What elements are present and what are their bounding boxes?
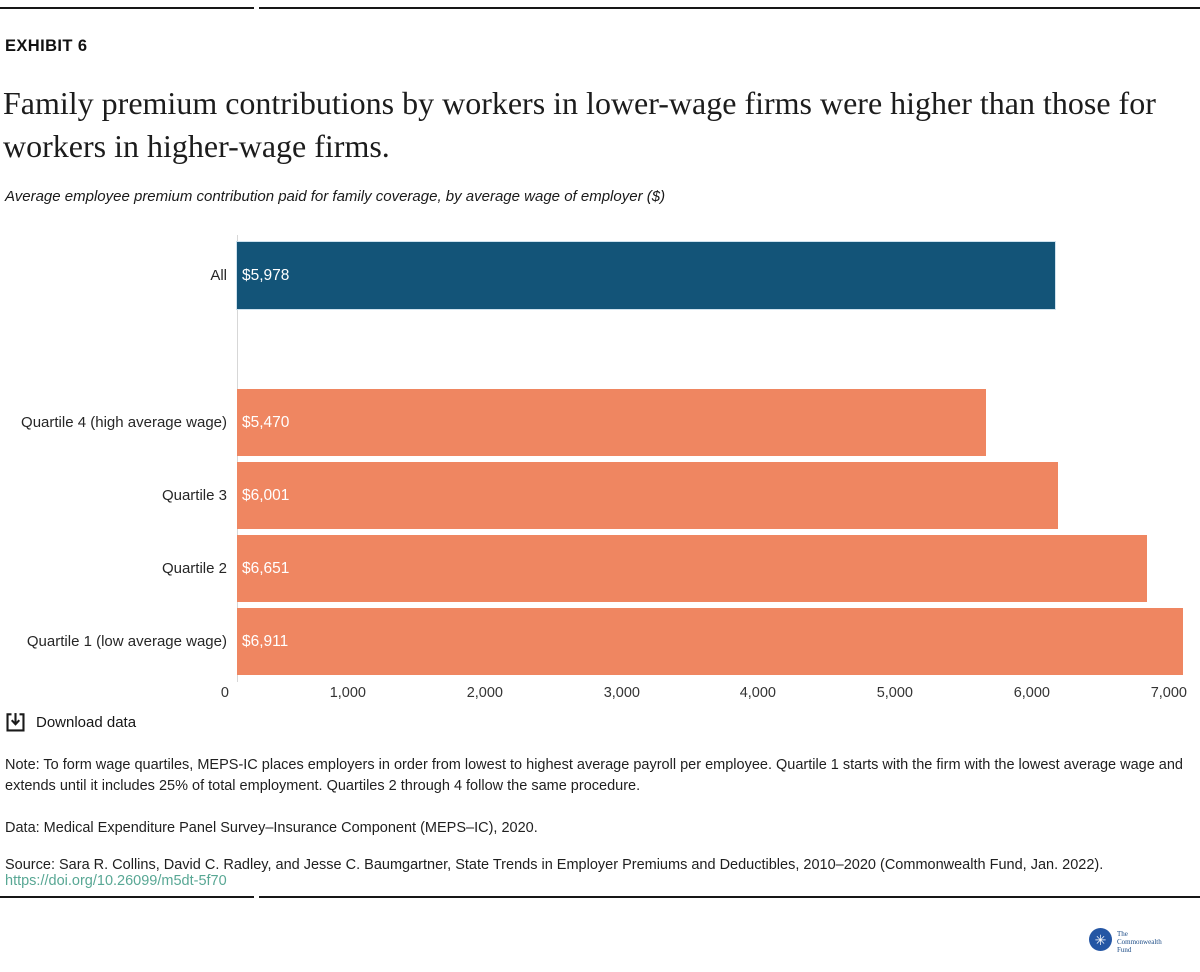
commonwealth-fund-logo [1089, 928, 1162, 954]
x-axis-tick-label: 4,000 [739, 685, 776, 701]
category-label: Quartile 2 [161, 560, 227, 577]
bar-value-label: $6,001 [242, 487, 290, 504]
bar-value-label: $6,911 [242, 633, 289, 650]
category-label: All [210, 267, 227, 284]
x-axis-tick-label: 5,000 [876, 685, 913, 701]
snowflake-icon: ✳ [1089, 928, 1112, 951]
top-rule-gap [254, 7, 259, 9]
x-axis-tick-label: 1,000 [329, 685, 366, 701]
data-text: Data: Medical Expenditure Panel Survey–Insurance Component (MEPS–IC), 2020. [5, 820, 538, 836]
chart-subtitle: Average employee premium contribution paid for family coverage, by average wage of employer ($) [5, 188, 666, 205]
x-axis-tick-label: 6,000 [1013, 685, 1050, 701]
logo-text: The Commonwealth Fund [1117, 930, 1162, 954]
bar-all[interactable] [237, 242, 1055, 309]
page-title: Family premium contributions by workers in lower-wage firms were higher than those for workers in higher-wage firms. [3, 85, 1156, 164]
download-data-link[interactable] [5, 712, 136, 733]
download-label: Download data [36, 714, 137, 731]
bar-value-label: $6,651 [242, 560, 290, 577]
bar-quartile-4-high-average-wage[interactable] [237, 389, 986, 456]
category-label: Quartile 1 (low average wage) [26, 633, 227, 650]
bar-quartile-2[interactable] [237, 535, 1147, 602]
exhibit-label: EXHIBIT 6 [5, 37, 88, 55]
x-axis-tick-label: 2,000 [466, 685, 503, 701]
bar-value-label: $5,470 [242, 414, 290, 431]
top-rule [0, 7, 1200, 9]
bottom-rule-gap [254, 896, 259, 898]
category-label: Quartile 4 (high average wage) [21, 414, 227, 431]
x-axis-tick-label: 7,000 [1150, 685, 1187, 701]
x-axis-tick-label: 0 [220, 685, 229, 701]
x-axis-tick-label: 3,000 [603, 685, 640, 701]
bar-quartile-3[interactable] [237, 462, 1058, 529]
bar-value-label: $5,978 [242, 267, 290, 284]
bar-chart [0, 235, 1200, 715]
bar-quartile-1-low-average-wage[interactable] [237, 608, 1183, 675]
source-text: Source: Sara R. Collins, David C. Radley, and Jesse C. Baumgartner, State Trends in Employer Premiums and Deductibles, 2010–2020 (Commonwealth Fund, Jan. 2022). [5, 857, 1104, 873]
download-icon [5, 712, 26, 733]
doi-link[interactable]: https://doi.org/10.26099/m5dt-5f70 [5, 873, 227, 889]
category-label: Quartile 3 [161, 487, 227, 504]
bottom-rule [0, 896, 1200, 898]
note-text: Note: To form wage quartiles, MEPS-IC places employers in order from lowest to highest average payroll per employee. Quartile 1 starts with the firm with the lowest average wage and extends until it includes 25% of total employment. Quartiles 2 through 4 follow the same procedure. [5, 757, 1183, 794]
